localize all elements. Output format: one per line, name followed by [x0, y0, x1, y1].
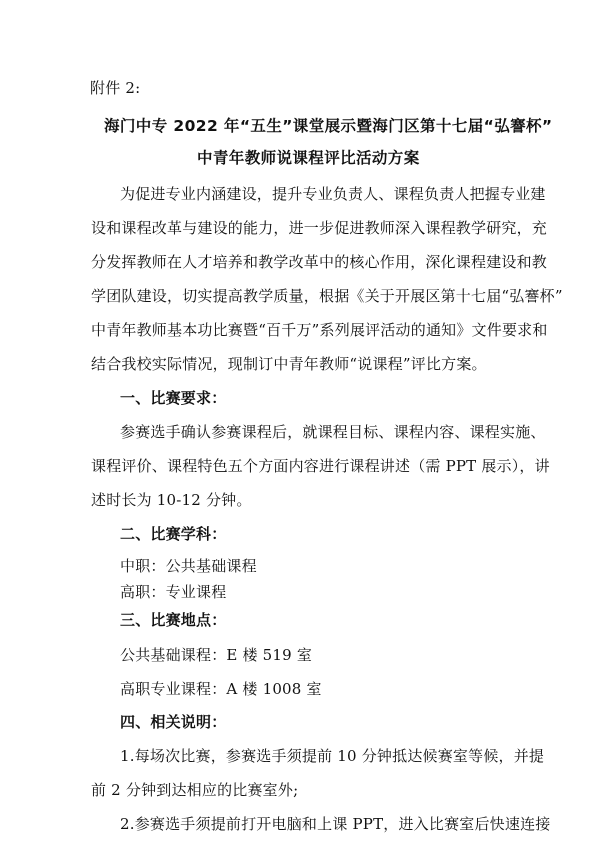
requirements-line: 参赛选手确认参赛课程后，就课程目标、课程内容、课程实施、	[120, 423, 546, 441]
venues-line: 高职专业课程：A 楼 1008 室	[120, 680, 322, 698]
notes-line: 2.参赛选手须提前打开电脑和上课 PPT，进入比赛室后快速连接	[120, 815, 551, 833]
section-heading-subjects: 二、比赛学科：	[120, 525, 227, 543]
intro-paragraph-line: 设和课程改革与建设的能力，进一步促进教师深入课程教学研究，充	[91, 219, 548, 237]
notes-line: 前 2 分钟到达相应的比赛室外;	[91, 781, 299, 799]
title-line-1: 海门中专 2022 年“五生”课堂展示暨海门区第十七届“弘謇杯”	[104, 117, 553, 135]
intro-paragraph-line: 分发挥教师在人才培养和教学改革中的核心作用，深化课程建设和教	[91, 253, 548, 271]
attachment-label: 附件 2:	[90, 79, 141, 97]
intro-paragraph-line: 学团队建设，切实提高教学质量，根据《关于开展区第十七届“弘謇杯”	[91, 287, 563, 305]
venues-line: 公共基础课程：E 楼 519 室	[120, 646, 313, 664]
subjects-line: 高职：专业课程	[120, 583, 227, 601]
section-heading-requirements: 一、比赛要求：	[120, 389, 227, 407]
requirements-line: 述时长为 10-12 分钟。	[91, 491, 252, 509]
intro-paragraph-line: 结合我校实际情况，现制订中青年教师“说课程”评比方案。	[91, 355, 487, 373]
section-heading-venues: 三、比赛地点：	[120, 611, 227, 629]
subjects-line: 中职：公共基础课程	[120, 557, 257, 575]
intro-paragraph-line: 为促进专业内涵建设，提升专业负责人、课程负责人把握专业建	[120, 185, 546, 203]
title-line-2: 中青年教师说课程评比活动方案	[197, 149, 420, 167]
section-heading-notes: 四、相关说明：	[120, 713, 227, 731]
intro-paragraph-line: 中青年教师基本功比赛暨“百千万”系列展评活动的通知》文件要求和	[91, 321, 548, 339]
requirements-line: 课程评价、课程特色五个方面内容进行课程讲述（需 PPT 展示），讲	[91, 457, 550, 475]
notes-line: 1.每场次比赛，参赛选手须提前 10 分钟抵达候赛室等候，并提	[120, 747, 545, 765]
